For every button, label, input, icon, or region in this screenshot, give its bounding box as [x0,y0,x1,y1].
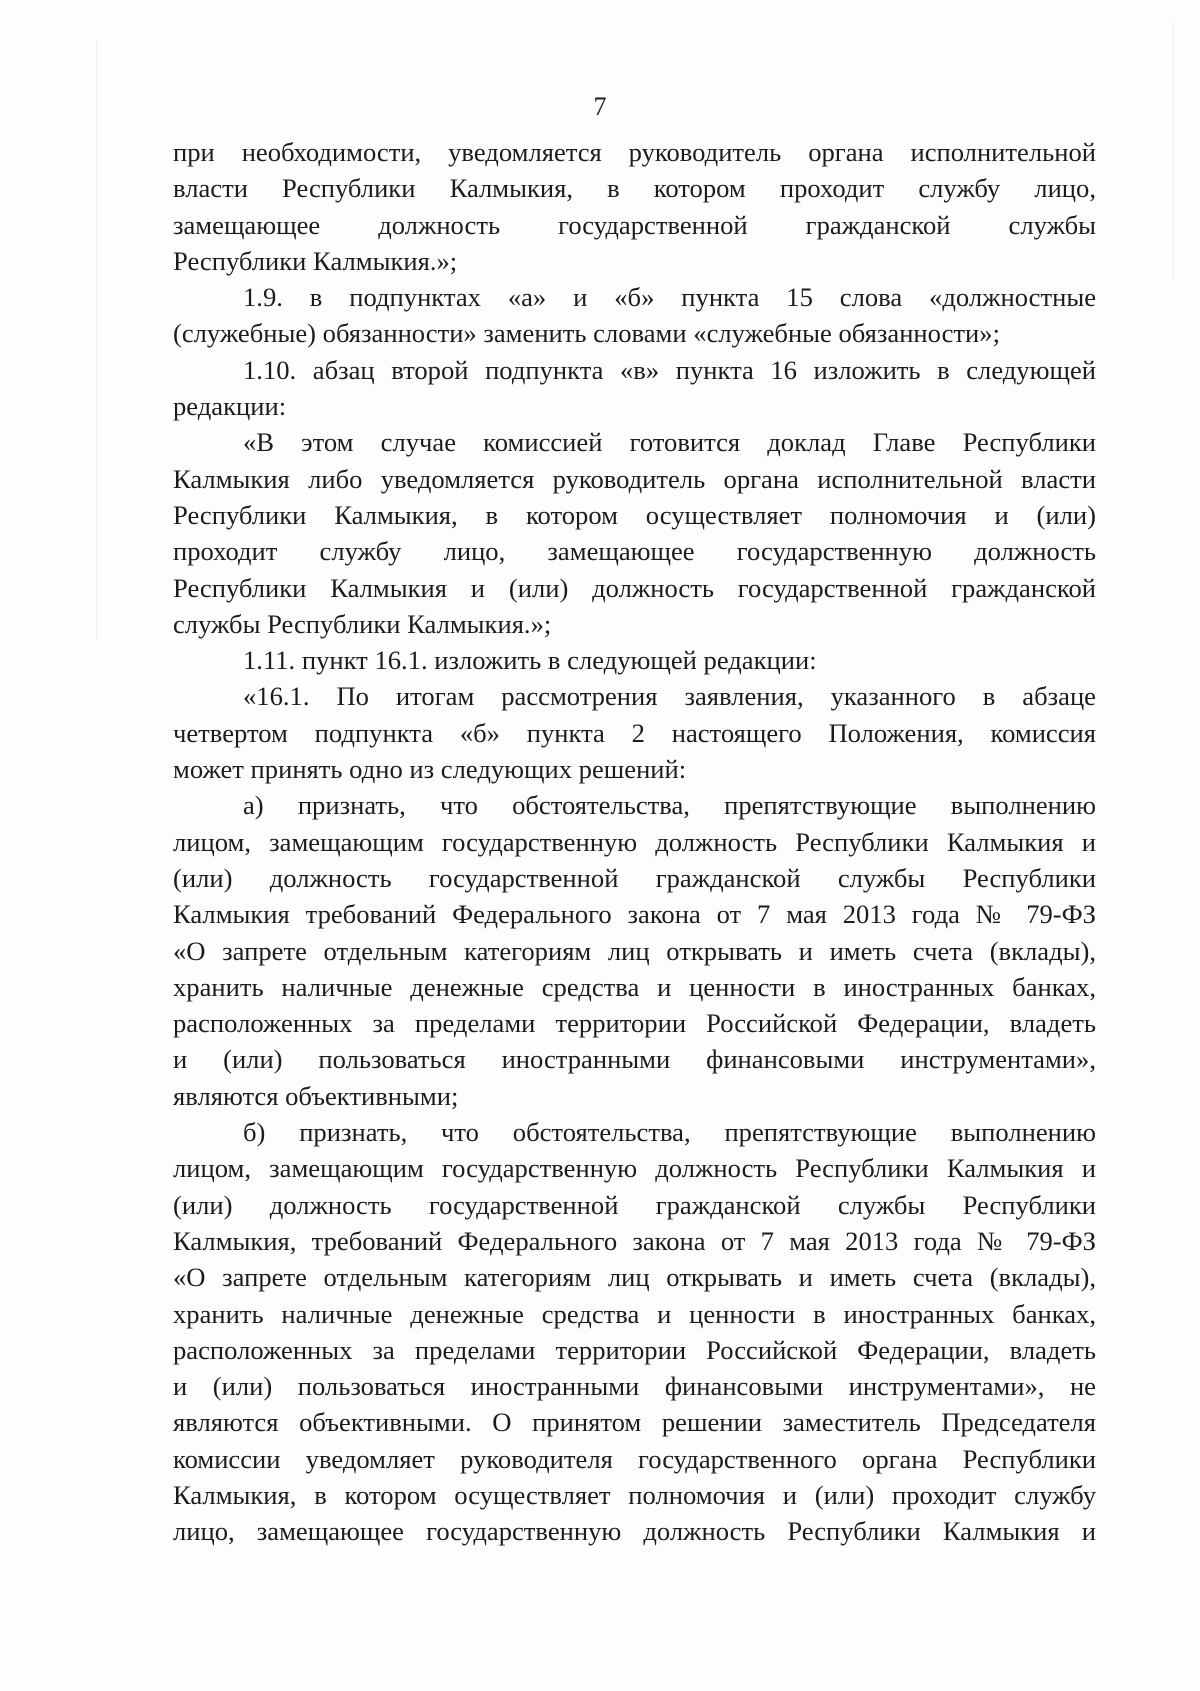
text-line: 1.11. пункт 16.1. изложить в следующей редакции: [243,645,817,676]
scan-edge-right [1173,20,1174,280]
document-body [173,134,1096,1550]
text-line: «О запрете отдельным категориям лиц открывать и иметь счета (вклады), [173,1262,1096,1293]
text-line: хранить наличные денежные средства и ценности в иностранных банках, [173,1298,1096,1329]
text-line: четвертом подпункта «б» пункта 2 настоящего Положения, комиссия [173,717,1096,748]
text-line: лицом, замещающим государственную должность Республики Калмыкия и [173,826,1096,857]
text-line: расположенных за пределами территории Российской Федерации, владеть [173,1008,1096,1039]
text-line: при необходимости, уведомляется руководитель органа исполнительной [173,137,1096,167]
text-line: являются объективными; [173,1080,459,1111]
text-line: Калмыкия требований Федерального закона от 7 мая 2013 года № 79-ФЗ [173,899,1096,930]
text-line: расположенных за пределами территории Российской Федерации, владеть [173,1334,1096,1365]
text-line: (или) должность государственной гражданской службы Республики [173,1189,1096,1220]
text-line: «16.1. По итогам рассмотрения заявления, указанного в абзаце [243,681,1096,712]
text-line: 1.9. в подпунктах «а» и «б» пункта 15 слова «должностные [243,282,1096,313]
page-number: 7 [593,92,607,121]
text-line: проходит службу лицо, замещающее государственную должность [173,536,1096,567]
scan-edge-left [96,40,97,640]
text-line: Республики Калмыкия.»; [173,245,458,276]
text-line: Республики Калмыкия, в котором осуществляет полномочия и (или) [173,499,1096,530]
text-line: службы Республики Калмыкия.»; [173,608,552,639]
text-line: «В этом случае комиссией готовится доклад Главе Республики [243,427,1096,458]
text-line: (служебные) обязанности» заменить словами «служебные обязанности»; [173,318,1000,349]
text-line: редакции: [173,391,287,422]
text-line: комиссии уведомляет руководителя государственного органа Республики [173,1443,1096,1474]
text-line: Республики Калмыкия и (или) должность государственной гражданской [173,572,1096,603]
text-line: власти Республики Калмыкия, в котором проходит службу лицо, [173,173,1096,204]
text-line: б) признать, что обстоятельства, препятствующие выполнению [243,1117,1096,1148]
text-line: лицо, замещающее государственную должность Республики Калмыкия и [173,1516,1096,1547]
text-line: лицом, замещающим государственную должность Республики Калмыкия и [173,1153,1096,1184]
text-line: замещающее должность государственной гражданской службы [173,209,1096,240]
text-line: «О запрете отдельным категориям лиц открывать и иметь счета (вклады), [173,935,1096,966]
text-line: Калмыкия, в котором осуществляет полномочия и (или) проходит службу [173,1479,1096,1510]
text-line: может принять одно из следующих решений: [173,754,687,785]
text-line: а) признать, что обстоятельства, препятствующие выполнению [243,790,1096,821]
text-line: (или) должность государственной гражданской службы Республики [173,862,1096,893]
text-line: хранить наличные денежные средства и ценности в иностранных банках, [173,971,1096,1002]
text-line: Калмыкия либо уведомляется руководитель органа исполнительной власти [173,463,1096,494]
text-line: и (или) пользоваться иностранными финансовыми инструментами», [173,1044,1096,1075]
text-line: являются объективными. О принятом решении заместитель Председателя [173,1407,1096,1438]
text-line: 1.10. абзац второй подпункта «в» пункта 16 изложить в следующей [243,354,1096,385]
text-line: Калмыкия, требований Федерального закона от 7 мая 2013 года № 79-ФЗ [173,1225,1096,1256]
text-line: и (или) пользоваться иностранными финансовыми инструментами», не [173,1371,1096,1402]
